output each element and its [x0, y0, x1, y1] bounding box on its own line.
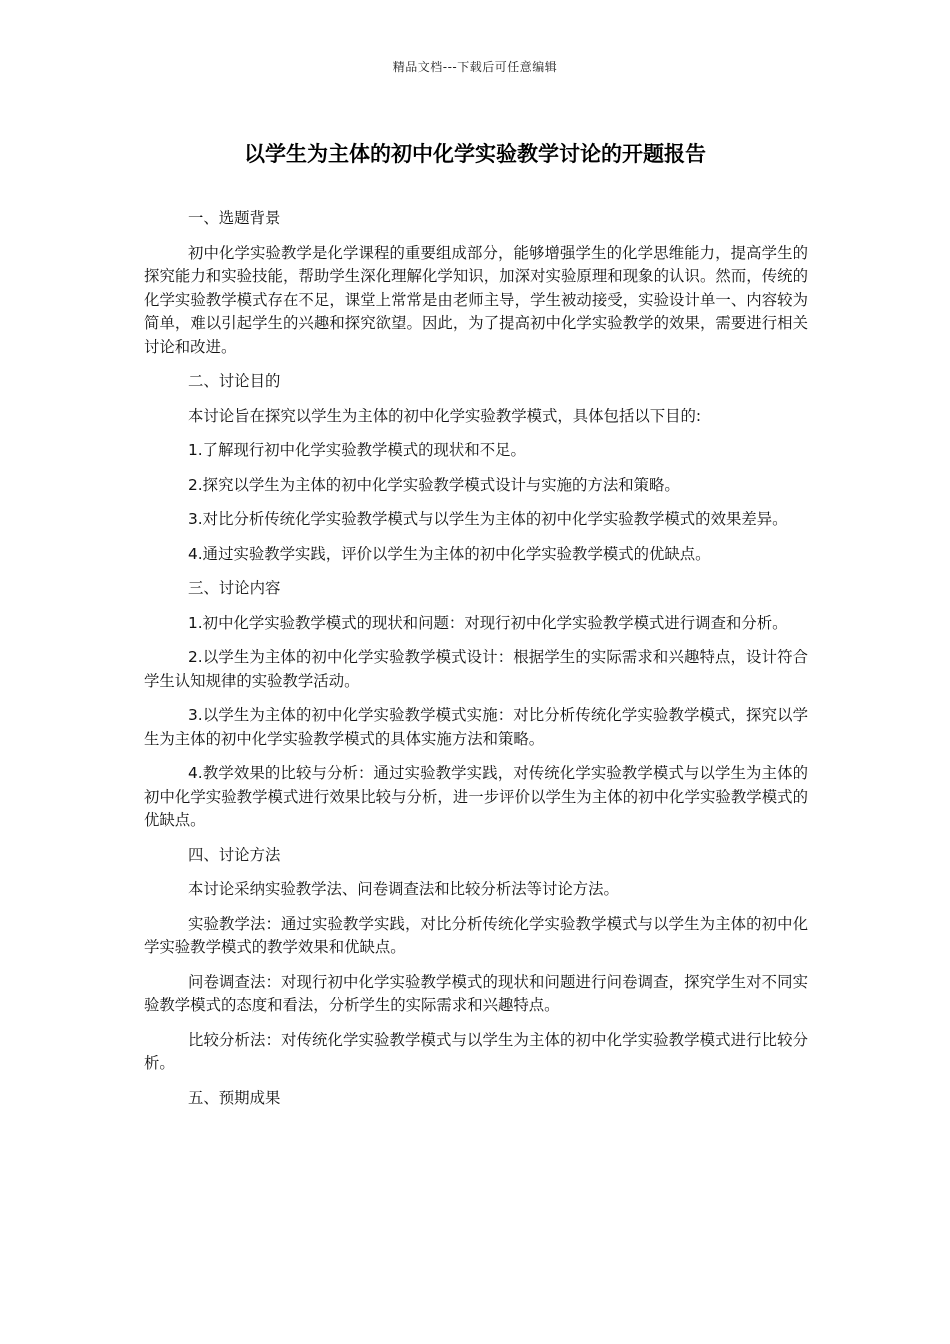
- content-item-1: 1.初中化学实验教学模式的现状和问题：对现行初中化学实验教学模式进行调查和分析。: [188, 613, 788, 632]
- section-heading-content: 三、讨论内容: [188, 579, 281, 597]
- section-heading-outcomes: 五、预期成果: [188, 1088, 281, 1107]
- content-item-2: 2.以学生为主体的初中化学实验教学模式设计：根据学生的实际需求和兴趣特点，设计符合学生认知规律的实验教学活动。: [144, 648, 808, 690]
- purpose-item-1: 1.了解现行初中化学实验教学模式的现状和不足。: [188, 441, 526, 459]
- purpose-item-4: 4.通过实验教学实践，评价以学生为主体的初中化学实验教学模式的优缺点。: [188, 544, 711, 563]
- header-note: 精品文档---下载后可任意编辑: [392, 60, 558, 74]
- section-heading-method: 四、讨论方法: [188, 845, 281, 864]
- purpose-item-3: 3.对比分析传统化学实验教学模式与以学生为主体的初中化学实验教学模式的效果差异。: [188, 510, 788, 528]
- document-title: 以学生为主体的初中化学实验教学讨论的开题报告: [244, 142, 706, 166]
- paragraph-method-intro: 本讨论采纳实验教学法、问卷调查法和比较分析法等讨论方法。: [188, 880, 619, 898]
- method-questionnaire: 问卷调查法：对现行初中化学实验教学模式的现状和问题进行问卷调查，探究学生对不同实验教学模式的态度和看法，分析学生的实际需求和兴趣特点。: [144, 972, 808, 1014]
- purpose-item-2: 2.探究以学生为主体的初中化学实验教学模式设计与实施的方法和策略。: [188, 475, 680, 494]
- paragraph-purpose-intro: 本讨论旨在探究以学生为主体的初中化学实验教学模式，具体包括以下目的:: [188, 406, 702, 425]
- method-experiment: 实验教学法：通过实验教学实践，对比分析传统化学实验教学模式与以学生为主体的初中化学实验教学模式的教学效果和优缺点。: [144, 914, 808, 956]
- section-heading-background: 一、选题背景: [188, 209, 281, 227]
- section-heading-purpose: 二、讨论目的: [188, 372, 281, 390]
- content-item-3: 3.以学生为主体的初中化学实验教学模式实施：对比分析传统化学实验教学模式，探究以学生为主体的初中化学实验教学模式的具体实施方法和策略。: [144, 706, 808, 748]
- document-body: [144, 207, 808, 1121]
- method-comparison: 比较分析法：对传统化学实验教学模式与以学生为主体的初中化学实验教学模式进行比较分析。: [144, 1030, 808, 1072]
- paragraph-background: 初中化学实验教学是化学课程的重要组成部分，能够增强学生的化学思维能力，提高学生的探究能力和实验技能，帮助学生深化理解化学知识，加深对实验原理和现象的认识。然而，传统的化学实验教学模式存在不足，课堂上常常是由老师主导，学生被动接受，实验设计单一、内容较为简单，难以引起学生的兴趣和探究欲望。因此，为了提高初中化学实验教学的效果，需要进行相关讨论和改进。: [144, 243, 808, 356]
- content-item-4: 4.教学效果的比较与分析：通过实验教学实践，对传统化学实验教学模式与以学生为主体的初中化学实验教学模式进行效果比较与分析，进一步评价以学生为主体的初中化学实验教学模式的优缺点。: [144, 764, 808, 829]
